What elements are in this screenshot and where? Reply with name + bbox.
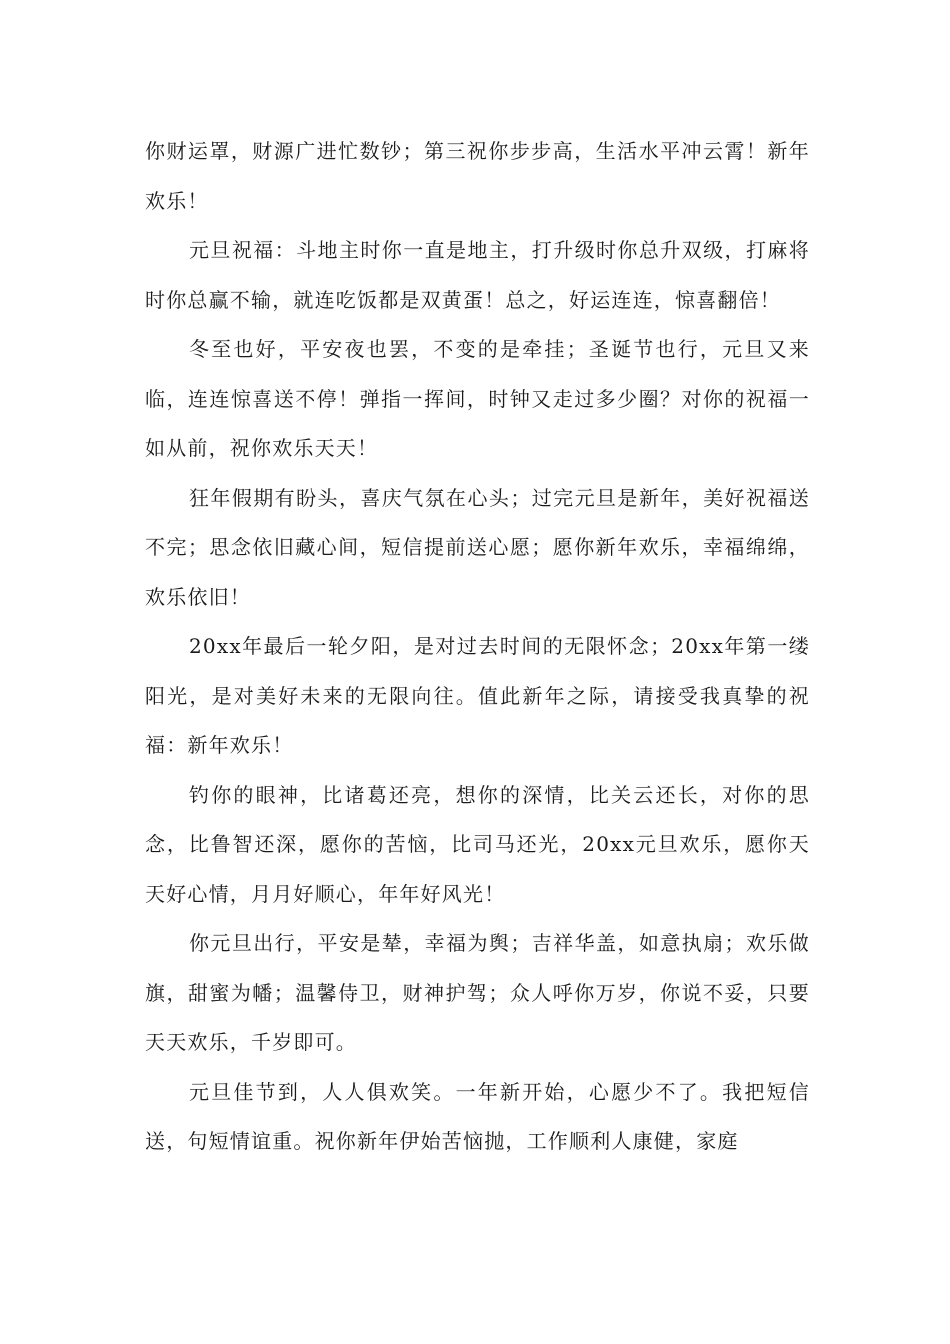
paragraph-2: 元旦祝福：斗地主时你一直是地主，打升级时你总升双级，打麻将时你总赢不输，就连吃饭都是双黄蛋！总之，好运连连，惊喜翻倍！ [145,238,810,312]
paragraph-5: 20xx年最后一轮夕阳，是对过去时间的无限怀念；20xx年第一缕阳光，是对美好未来的无限向往。值此新年之际，请接受我真挚的祝福：新年欢乐！ [145,634,810,757]
paragraph-7: 你元旦出行，平安是辇，幸福为舆；吉祥华盖，如意执扇；欢乐做旗，甜蜜为幡；温馨侍卫，财神护驾；众人呼你万岁，你说不妥，只要天天欢乐，千岁即可。 [145,931,810,1054]
paragraph-4: 狂年假期有盼头，喜庆气氛在心头；过完元旦是新年，美好祝福送不完；思念依旧藏心间，短信提前送心愿；愿你新年欢乐，幸福绵绵，欢乐依旧！ [145,485,810,609]
paragraph-1: 你财运罩，财源广进忙数钞；第三祝你步步高，生活水平冲云霄！新年欢乐！ [145,139,810,213]
paragraph-3: 冬至也好，平安夜也罢，不变的是牵挂；圣诞节也行，元旦又来临，连连惊喜送不停！弹指一挥间，时钟又走过多少圈？对你的祝福一如从前，祝你欢乐天天！ [145,337,810,460]
paragraph-6: 钓你的眼神，比诸葛还亮，想你的深情，比关云还长，对你的思念，比鲁智还深，愿你的苦恼，比司马还光，20xx元旦欢乐，愿你天天好心情，月月好顺心，年年好风光！ [145,782,810,906]
paragraph-8: 元旦佳节到，人人俱欢笑。一年新开始，心愿少不了。我把短信送，句短情谊重。祝你新年伊始苦恼抛，工作顺利人康健，家庭 [145,1079,810,1153]
document-body [145,127,810,1167]
